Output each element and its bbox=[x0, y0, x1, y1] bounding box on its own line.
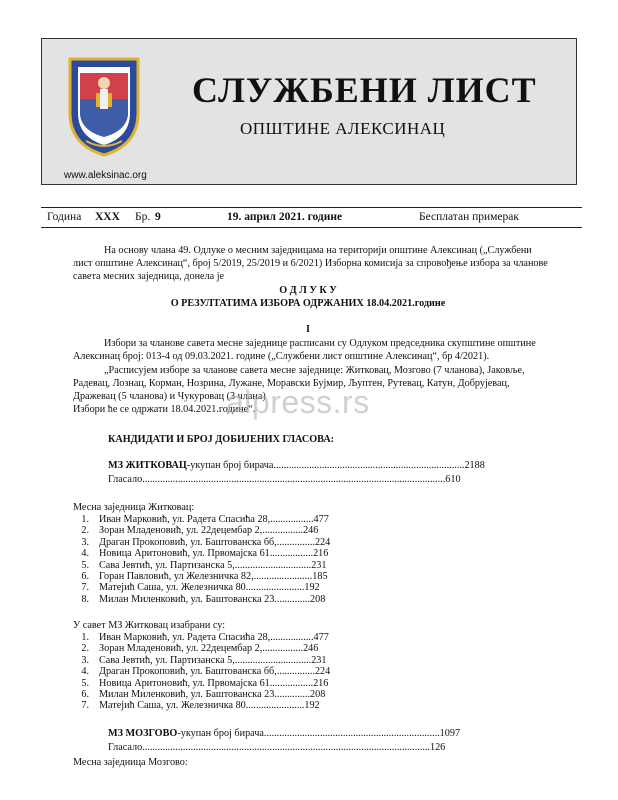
list-item: 4. Драган Прокоповић, ул. Баштованска бб,...............224 bbox=[81, 666, 331, 678]
zitkovac-voters-label: -укупан број бирача bbox=[186, 460, 274, 471]
number-value: 9 bbox=[155, 211, 161, 223]
paragraph-2b: Радевац, Лознац, Корман, Нозрина, Лужане, Моравски Бујмир, Љуптен, Рутевац, Катун, Добрујевац, bbox=[73, 378, 510, 389]
zitkovac-voters-line bbox=[108, 459, 485, 472]
publication-subtitle: ОПШТИНЕ АЛЕКСИНАЦ bbox=[240, 119, 446, 138]
mozgovo-community-label: Месна заједница Мозгово: bbox=[73, 757, 188, 768]
list-item: 5. Новица Аритоновић, ул. Првомајска 61.................216 bbox=[81, 677, 329, 689]
year-label: Година bbox=[47, 211, 82, 223]
list-item: 6. Милан Миленковић, ул. Баштованска 23..............208 bbox=[81, 689, 326, 701]
mozgovo-voters-line bbox=[108, 727, 460, 740]
list-item: 1. Иван Марковић, ул. Радета Спасића 28,.................477 bbox=[81, 632, 329, 643]
list-item: 3. Драган Прокоповић, ул. Баштованска бб,...............224 bbox=[81, 536, 331, 548]
zitkovac-voted-count: 610 bbox=[445, 474, 461, 485]
list-item: 2. Зоран Младеновић, ул. 22децембар 2,................246 bbox=[81, 643, 319, 655]
decision-subtitle: О РЕЗУЛТАТИМА ИЗБОРА ОДРЖАНИХ 18.04.2021.године bbox=[170, 298, 446, 309]
zitkovac-community-label: Месна заједница Житковац: bbox=[73, 502, 195, 513]
paragraph-1b: Алексинац број: 013-4 од 09.03.2021. године („Службени лист општине Алексинац“, бр 4/2021). bbox=[73, 351, 490, 362]
mozgovo-voters-label: -укупан број бирача bbox=[177, 728, 264, 739]
zitkovac-voted-line bbox=[108, 473, 461, 486]
list-item: 3. Сава Јевтић, ул. Партизанска 5,..............................231 bbox=[81, 654, 327, 666]
mozgovo-voted-label: Гласало bbox=[108, 742, 143, 753]
zitkovac-voters-count: 2188 bbox=[464, 460, 485, 471]
watermark-text: alpress.rs bbox=[226, 384, 370, 420]
issue-info-bar bbox=[41, 207, 582, 228]
mozgovo-voters-count: 1097 bbox=[439, 728, 461, 739]
number-label: Бр. bbox=[135, 211, 151, 223]
website-url[interactable]: www.aleksinac.org bbox=[64, 170, 147, 181]
paragraph-3: Избори ће се одржати 18.04.2021.године“. bbox=[73, 404, 256, 415]
paragraph-2a: „Расписујем изборе за чланове савета месне заједнице: Житковац, Мозгово (7 чланова), Јаковље, bbox=[104, 365, 525, 376]
mozgovo-voters-dots: ..................................................................... bbox=[263, 728, 440, 739]
issue-date: 19. април 2021. године bbox=[227, 211, 343, 223]
list-item: 6. Горан Павловић, ул Железничка 82,.......................185 bbox=[81, 571, 328, 583]
section-number: I bbox=[306, 324, 310, 335]
year-value: XXX bbox=[95, 211, 120, 223]
mozgovo-voted-line bbox=[108, 741, 445, 754]
zitkovac-candidates-list bbox=[73, 514, 330, 605]
zitkovac-name: МЗ ЖИТКОВАЦ bbox=[108, 460, 187, 471]
list-item: 8. Милан Миленковић, ул. Баштованска 23..............208 bbox=[81, 593, 326, 605]
municipality-crest-icon bbox=[66, 53, 142, 157]
intro-line-1: На основу члана 49. Одлуке о месним заједницама на територији општине Алексинац („Службени bbox=[104, 245, 532, 256]
candidates-heading: КАНДИДАТИ И БРОЈ ДОБИЈЕНИХ ГЛАСОВА: bbox=[108, 434, 335, 445]
zitkovac-voted-dots: ....................................................................................................................... bbox=[142, 474, 446, 485]
zitkovac-elected-label: У савет МЗ Житковац изабрани су: bbox=[73, 620, 226, 631]
intro-line-2: лист општине Алексинац“, број 5/2019, 25/2019 и 6/2021) Изборна комисија за спровођење избора за чланове bbox=[73, 258, 548, 269]
zitkovac-voters-dots: ........................................................................... bbox=[273, 460, 465, 471]
price-note: Бесплатан примерак bbox=[419, 211, 519, 223]
mozgovo-voted-count: 126 bbox=[429, 742, 446, 753]
list-item: 4. Новица Аритоновић, ул. Првомајска 61.................216 bbox=[81, 548, 329, 560]
list-item: 5. Сава Јевтић, ул. Партизанска 5,..............................231 bbox=[81, 559, 327, 571]
list-item: 7. Матејић Саша, ул. Железничка 80.......................192 bbox=[81, 700, 320, 712]
publication-title: СЛУЖБЕНИ ЛИСТ bbox=[192, 70, 537, 110]
zitkovac-elected-list bbox=[73, 632, 330, 712]
mozgovo-name: МЗ МОЗГОВО bbox=[108, 728, 178, 739]
mozgovo-voted-dots: ................................................................................................................. bbox=[142, 742, 430, 753]
list-item: 1. Иван Марковић, ул. Радета Спасића 28,.................477 bbox=[81, 514, 329, 525]
paragraph-1a: Избори за чланове савета месне заједнице расписани су Одлуком председника скупштине општине bbox=[104, 338, 536, 349]
paragraph-2c: Дражевац (5 чланова) и Чукуровац (3 члана) bbox=[73, 391, 266, 402]
decision-title: О Д Л У К У bbox=[279, 285, 337, 296]
masthead bbox=[41, 38, 577, 185]
intro-line-3: савета месних заједница, донела је bbox=[73, 271, 225, 282]
list-item: 7. Матејић Саша, ул. Железничка 80.......................192 bbox=[81, 582, 320, 594]
list-item: 2. Зоран Младеновић, ул. 22децембар 2,................246 bbox=[81, 525, 319, 537]
zitkovac-voted-label: Гласало bbox=[108, 474, 143, 485]
